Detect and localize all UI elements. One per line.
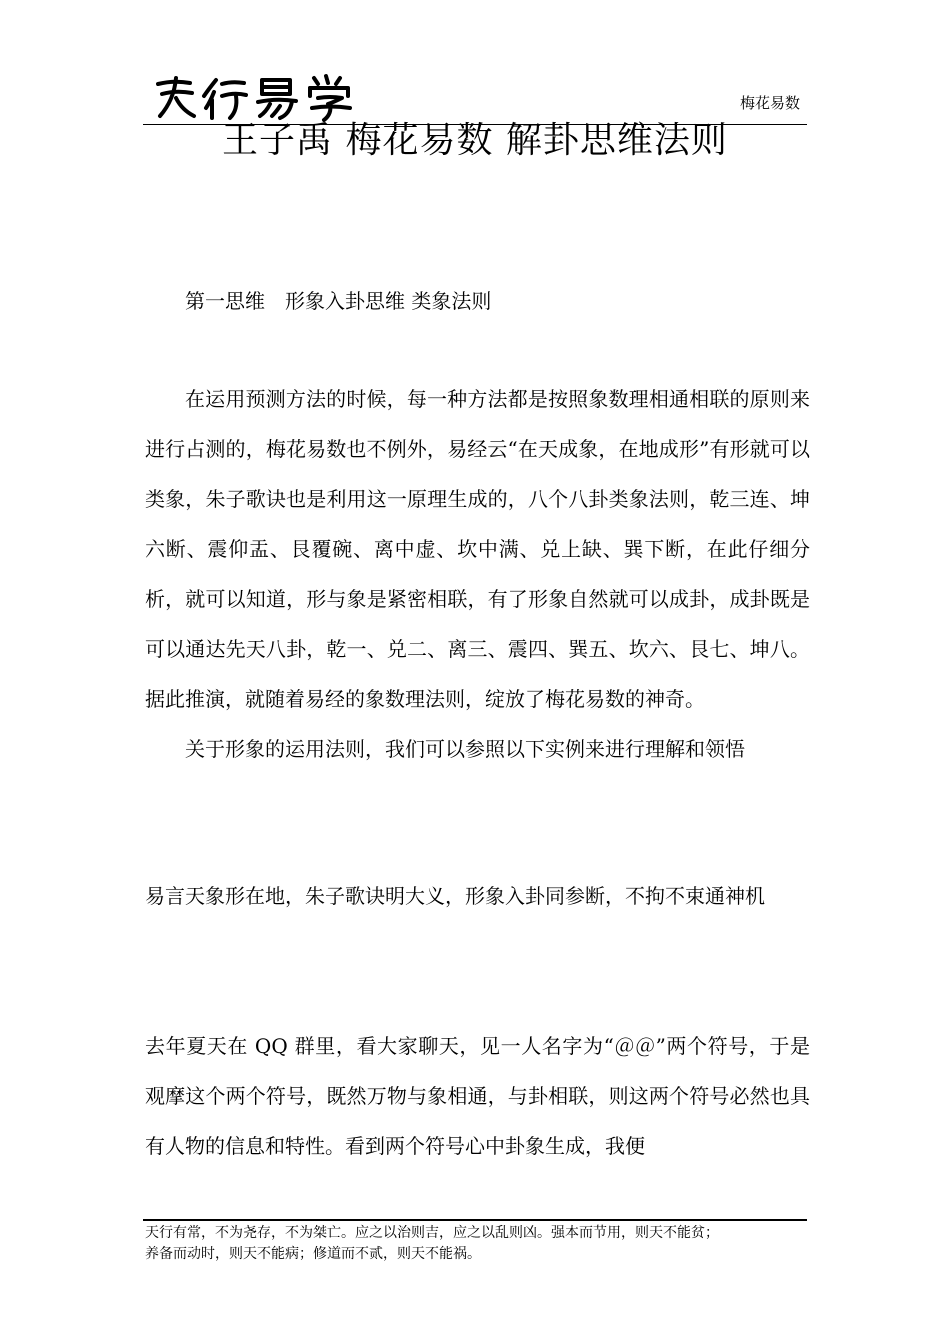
verse-paragraph: 易言天象形在地，朱子歌诀明大义，形象入卦同参断，不拘不束通神机	[145, 884, 765, 908]
verse-block	[145, 871, 810, 921]
paragraph: 关于形象的运用法则，我们可以参照以下实例来进行理解和领悟	[185, 737, 745, 761]
footer-line-2: 养备而动时，则天不能病；修道而不贰，则天不能祸。	[145, 1246, 481, 1262]
example-block	[145, 1021, 810, 1171]
footer-quote	[145, 1223, 810, 1265]
document-title: 王子禹 梅花易数 解卦思维法则	[222, 120, 728, 161]
paragraph: 在运用预测方法的时候，每一种方法都是按照象数理相通相联的原则来进行占测的，梅花易数也不例外，易经云“在天成象，在地成形”有形就可以类象，朱子歌诀也是利用这一原理生成的，八个八卦类象法则，乾三连、坤六断、震仰盂、艮覆碗、离中虚、坎中满、兑上缺、巽下断，在此仔细分析，就可以知道，形与象是紧密相联，有了形象自然就可以成卦，成卦既是可以通达先天八卦，乾一、兑二、离三、震四、巽五、坎六、艮七、坤八。据此推演，就随着易经的象数理法则，绽放了梅花易数的神奇。	[145, 387, 810, 711]
paragraph-1-block	[145, 374, 810, 774]
paragraph: 去年夏天在 QQ 群里，看大家聊天，见一人名字为“＠＠”两个符号，于是观摩这个两个符号，既然万物与象相通，与卦相联，则这两个符号必然也具有人物的信息和特性。看到两个符号心中卦象生成，我便	[145, 1034, 810, 1158]
footer-divider	[143, 1219, 807, 1221]
section-heading: 第一思维 形象入卦思维 类象法则	[185, 289, 492, 313]
footer-line-1: 天行有常，不为尧存，不为桀亡。应之以治则吉，应之以乱则凶。强本而节用，则天不能贫；	[145, 1225, 719, 1241]
header-right-label: 梅花易数	[739, 94, 800, 112]
